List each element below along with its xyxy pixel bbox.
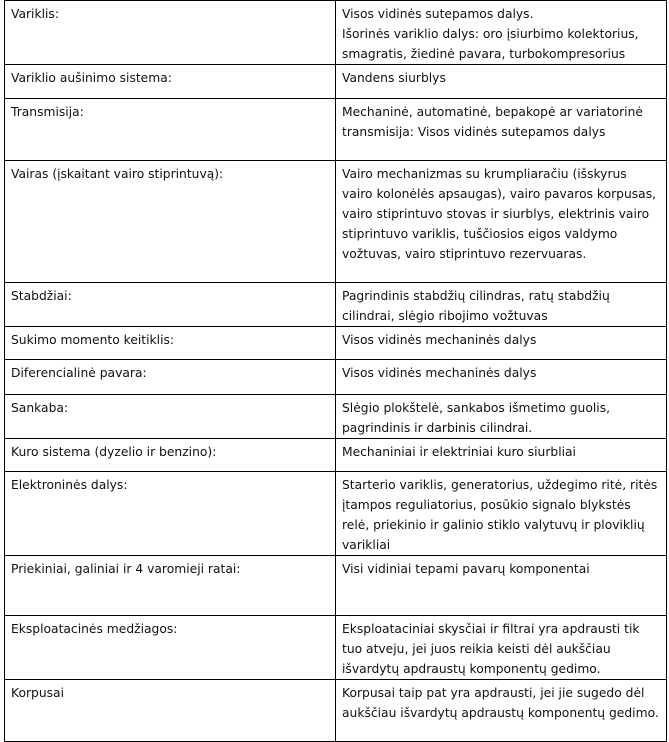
part-name-cell: Vairas (įskaitant vairo stiprintuvą): [5, 161, 336, 283]
part-name-cell: Variklio aušinimo sistema: [5, 65, 336, 99]
coverage-cell: Pagrindinis stabdžių cilindras, ratų stabdžių cilindrai, slėgio ribojimo vožtuvas [336, 283, 667, 327]
table-row [5, 556, 667, 616]
table-row [5, 99, 667, 161]
coverage-cell: Slėgio plokštelė, sankabos išmetimo guolis, pagrindinis ir darbinis cilindrai. [336, 395, 667, 439]
table-row [5, 360, 667, 395]
table-row [5, 327, 667, 360]
part-name-cell: Transmisija: [5, 99, 336, 161]
table-row [5, 1, 667, 65]
coverage-table [4, 0, 667, 742]
table-row [5, 472, 667, 556]
part-name-cell: Diferencialinė pavara: [5, 360, 336, 395]
coverage-cell: Vairo mechanizmas su krumpliaračiu (išskyrus vairo kolonėlės apsaugas), vairo pavaros korpusas, vairo stiprintuvo stovas ir siurblys, elektrinis vairo stiprintuvo variklis, tuščiosios eigos valdymo vožtuvas, vairo stiprintuvo rezervuaras. [336, 161, 667, 283]
part-name-cell: Sukimo momento keitiklis: [5, 327, 336, 360]
coverage-cell: Visos vidinės sutepamos dalys. Išorinės variklio dalys: oro įsiurbimo kolektorius, smagratis, žiedinė pavara, turbokompresorius [336, 1, 667, 65]
coverage-cell: Mechaninė, automatinė, bepakopė ar variatorinė transmisija: Visos vidinės sutepamos dalys [336, 99, 667, 161]
coverage-cell: Vandens siurblys [336, 65, 667, 99]
part-name-cell: Korpusai [5, 680, 336, 742]
coverage-cell: Visos vidinės mechaninės dalys [336, 327, 667, 360]
part-name-cell: Stabdžiai: [5, 283, 336, 327]
coverage-cell: Eksploataciniai skysčiai ir filtrai yra apdrausti tik tuo atveju, jei juos reikia keisti dėl aukščiau išvardytų apdraustų komponentų gedimo. [336, 616, 667, 680]
coverage-cell: Starterio variklis, generatorius, uždegimo ritė, ritės įtampos reguliatorius, posūkio signalo blykstės relė, priekinio ir galinio stiklo valytuvų ir ploviklių varikliai [336, 472, 667, 556]
table-row [5, 616, 667, 680]
coverage-cell: Korpusai taip pat yra apdrausti, jei jie sugedo dėl aukščiau išvardytų apdraustų komponentų gedimo. [336, 680, 667, 742]
table-row [5, 65, 667, 99]
table-row [5, 439, 667, 472]
part-name-cell: Variklis: [5, 1, 336, 65]
table-row [5, 395, 667, 439]
table-row [5, 680, 667, 742]
table-row [5, 161, 667, 283]
part-name-cell: Elektroninės dalys: [5, 472, 336, 556]
part-name-cell: Sankaba: [5, 395, 336, 439]
coverage-cell: Visos vidinės mechaninės dalys [336, 360, 667, 395]
part-name-cell: Priekiniai, galiniai ir 4 varomieji ratai: [5, 556, 336, 616]
table-row [5, 283, 667, 327]
coverage-cell: Visi vidiniai tepami pavarų komponentai [336, 556, 667, 616]
coverage-cell: Mechaniniai ir elektriniai kuro siurbliai [336, 439, 667, 472]
part-name-cell: Eksploatacinės medžiagos: [5, 616, 336, 680]
part-name-cell: Kuro sistema (dyzelio ir benzino): [5, 439, 336, 472]
